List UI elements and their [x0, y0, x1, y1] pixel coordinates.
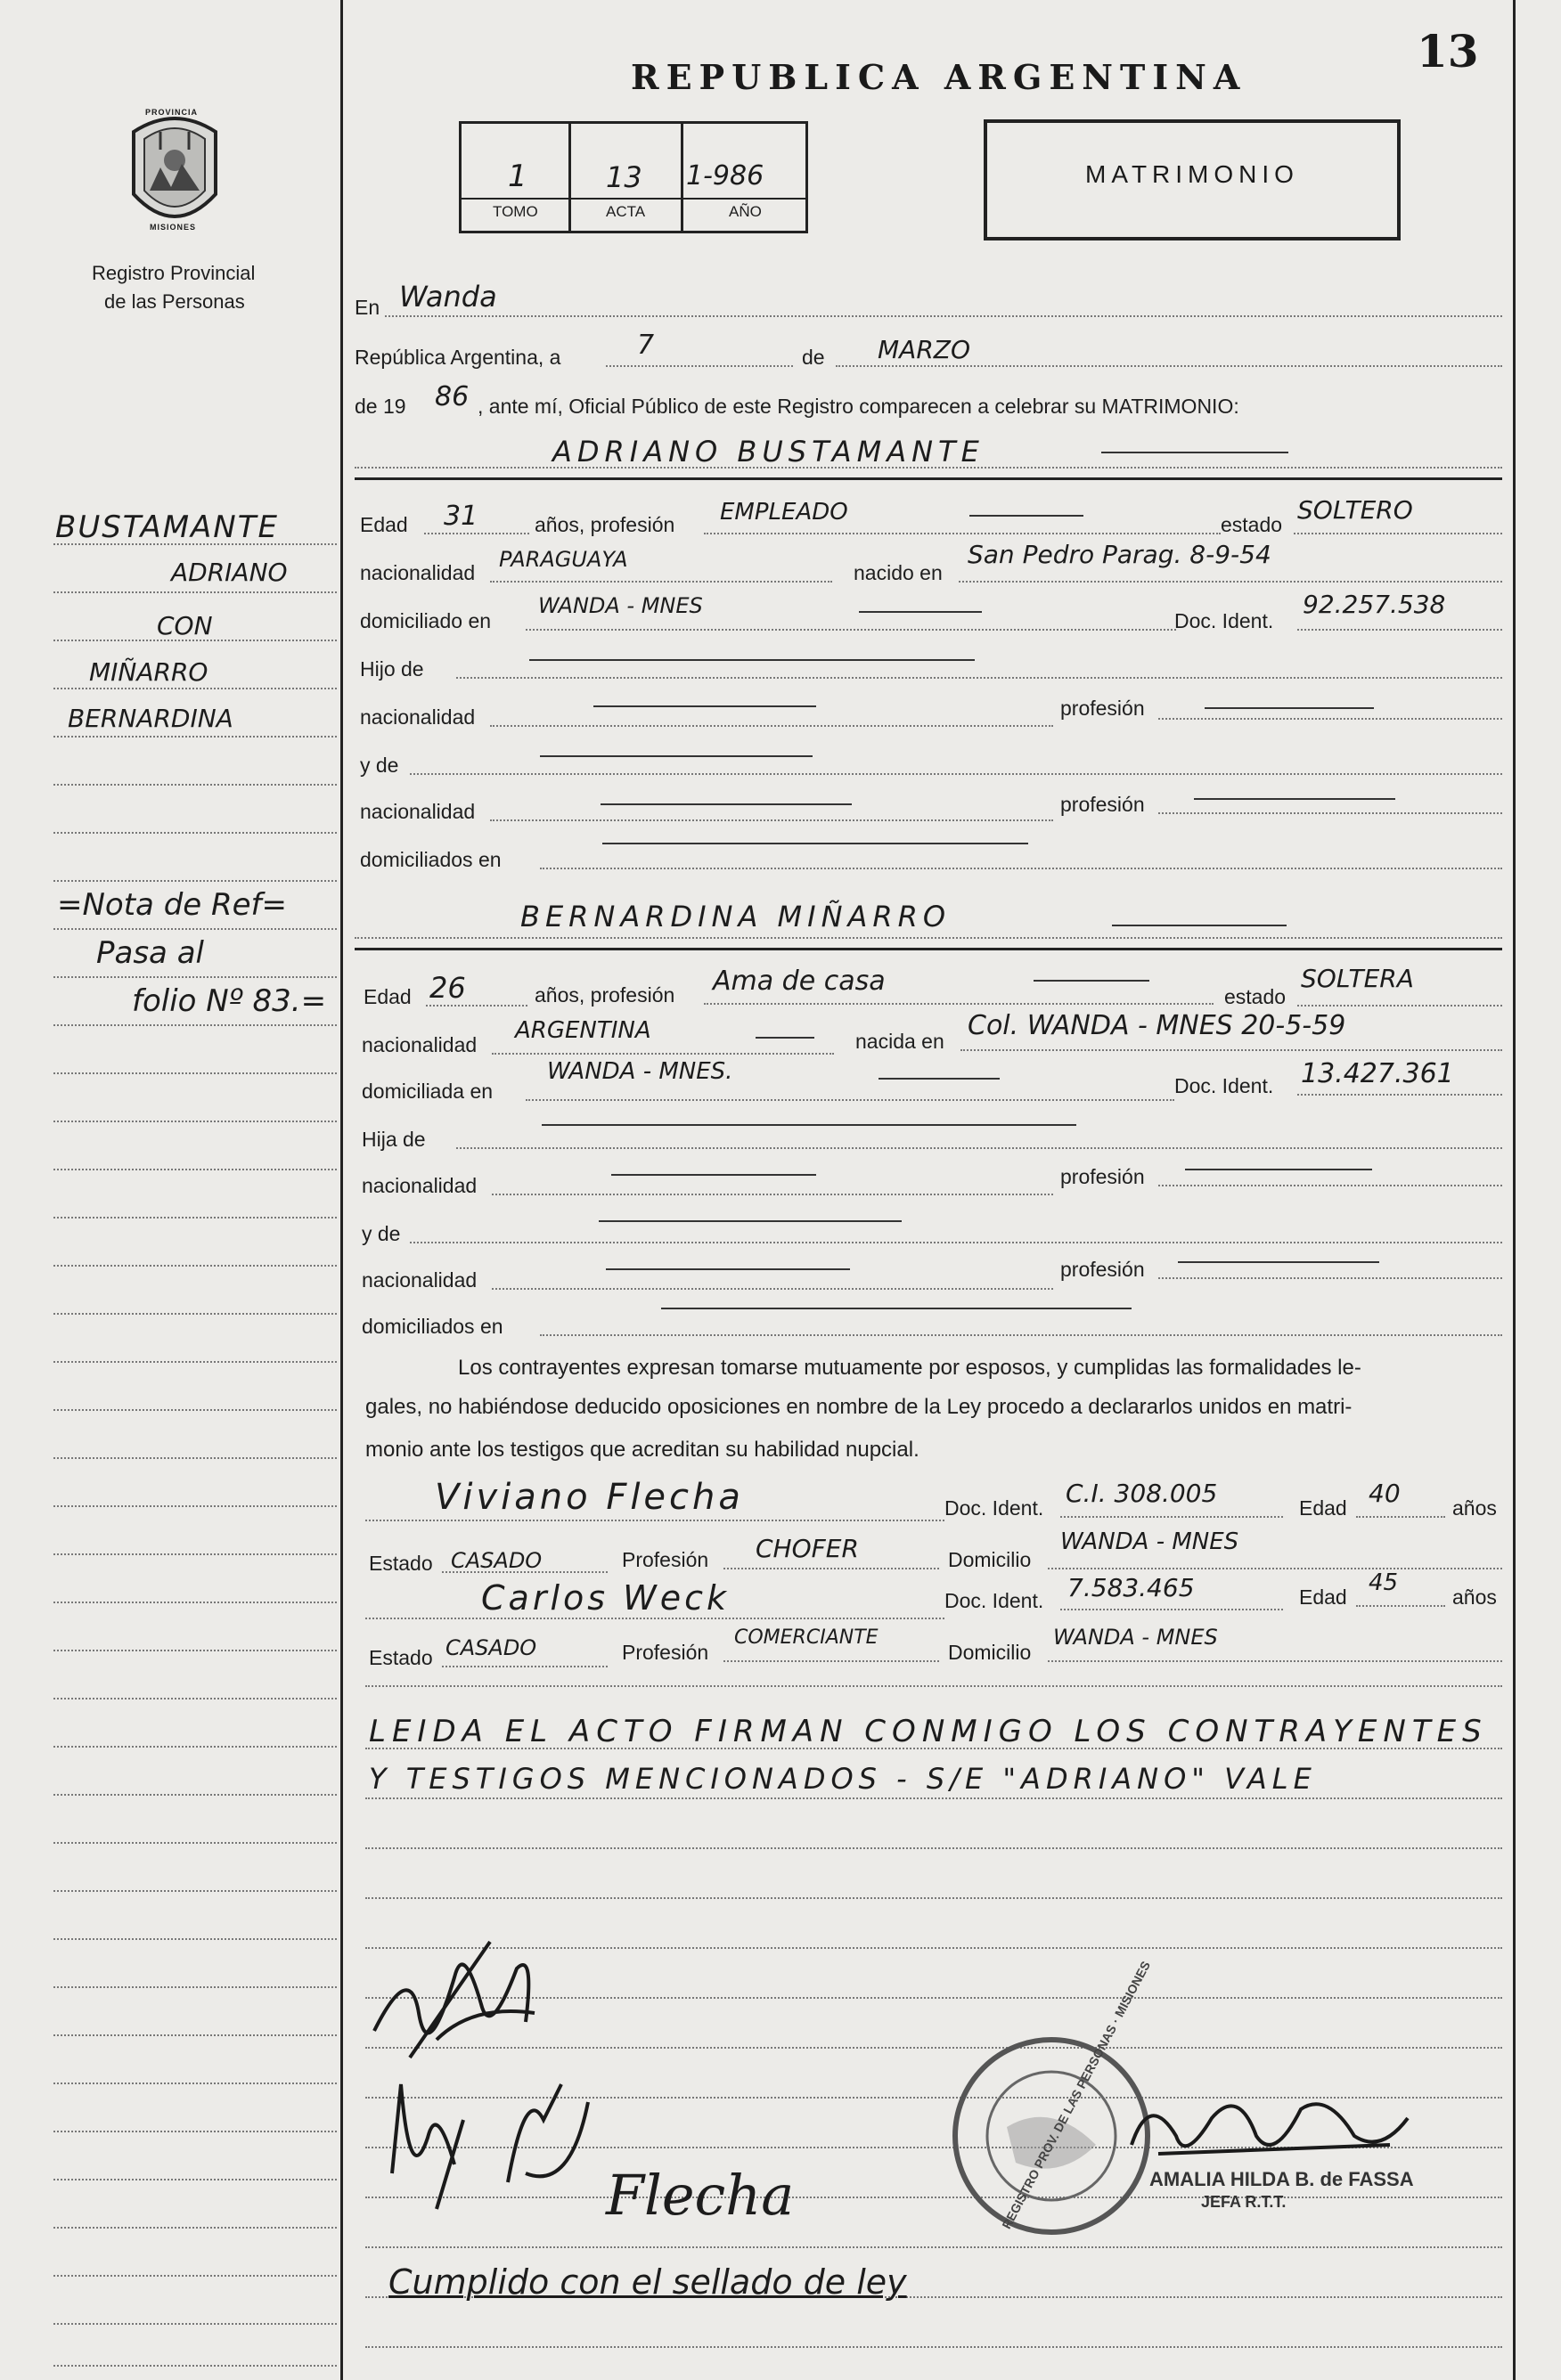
bride-domiciliados-label: domiciliados en [362, 1315, 503, 1338]
groom-edad-label: Edad [360, 513, 408, 536]
margin-divider [340, 0, 343, 2380]
tomo-label: TOMO [493, 203, 538, 220]
month: MARZO [878, 335, 970, 364]
witness-2-profesion-label: Profesión [622, 1641, 709, 1664]
witness-2-name: Carlos Weck [481, 1578, 730, 1618]
witness-1-status: CASADO [451, 1548, 543, 1573]
groom-domicilio-label: domiciliado en [360, 609, 492, 632]
groom-nacionalidad-label: nacionalidad [360, 561, 476, 584]
witness-1-estado-label: Estado [369, 1552, 433, 1575]
groom-profesion-label: profesión [1060, 697, 1145, 720]
margin-note-reference-1: =Nota de Ref= [57, 887, 288, 923]
witness-2-doc: 7.583.465 [1067, 1573, 1195, 1602]
officer-name: AMALIA HILDA B. de FASSA [1149, 2168, 1414, 2190]
bride-doc-label: Doc. Ident. [1174, 1074, 1274, 1097]
record-box-divider-1 [568, 121, 571, 232]
bride-y-de-label: y de [362, 1222, 401, 1245]
declaration-line-2: gales, no habiéndose deducido oposiciones en nombre de la Ley procedo a declararlos unidos en matri- [365, 1395, 1353, 1419]
day: 7 [637, 330, 655, 361]
margin-note-firstname-2: BERNARDINA [68, 704, 233, 733]
groom-domicile: WANDA - MNES [538, 593, 703, 618]
witness-1-doc-label: Doc. Ident. [944, 1496, 1044, 1520]
country-title: REPUBLICA ARGENTINA [631, 57, 1247, 97]
bride-nacionalidad-3-label: nacionalidad [362, 1268, 478, 1292]
year-prefix: de 19 [355, 395, 406, 418]
groom-anos-label: años, profesión [535, 513, 675, 536]
officer-title: JEFA R.T.T. [1201, 2193, 1287, 2211]
republica-label: República Argentina, a [355, 346, 561, 369]
bride-profesion-label: profesión [1060, 1165, 1145, 1188]
record-box-divider-2 [681, 121, 683, 232]
document-type: MATRIMONIO [1085, 160, 1299, 188]
margin-note-con: CON [157, 611, 213, 640]
bride-status: SOLTERA [1301, 964, 1414, 993]
groom-nacido-label: nacido en [854, 561, 943, 584]
ano-value: 1-986 [686, 160, 764, 192]
acta-value: 13 [606, 160, 642, 194]
groom-nacionalidad-2-label: nacionalidad [360, 705, 476, 729]
groom-birth: San Pedro Parag. 8-9-54 [968, 540, 1271, 569]
registry-name-line1: Registro Provincial [92, 262, 256, 284]
witness-1-doc: C.I. 308.005 [1066, 1479, 1218, 1508]
groom-nationality: PARAGUAYA [499, 547, 628, 572]
witness-2-domicilio-label: Domicilio [948, 1641, 1032, 1664]
intro-statement: , ante mí, Oficial Público de este Registro comparecen a celebrar su MATRIMONIO: [478, 395, 1239, 418]
witness-2-estado-label: Estado [369, 1646, 433, 1669]
witness-1-domicilio-label: Domicilio [948, 1548, 1032, 1571]
signature-witness-flecha: Flecha [606, 2163, 795, 2228]
margin-lines [53, 0, 337, 2380]
margin-note-surname: BUSTAMANTE [55, 509, 279, 545]
acta-label: ACTA [606, 203, 646, 220]
closing-line-2: Y TESTIGOS MENCIONADOS - S/E "ADRIANO" VALE [369, 1762, 1317, 1796]
record-box-rule [459, 198, 805, 200]
bride-section-top [355, 948, 1502, 950]
groom-name: ADRIANO BUSTAMANTE [552, 435, 985, 469]
right-border [1513, 0, 1516, 2380]
witness-2-status: CASADO [445, 1635, 537, 1660]
signature-groom [356, 1924, 570, 2089]
bride-domicilio-label: domiciliada en [362, 1080, 494, 1103]
declaration-line-1: Los contrayentes expresan tomarse mutuamente por esposos, y cumplidas las formalidades le- [458, 1356, 1361, 1380]
margin-note-surname-2: MIÑARRO [89, 657, 208, 687]
bride-age: 26 [429, 971, 466, 1005]
bride-profession: Ama de casa [713, 966, 886, 997]
bride-edad-label: Edad [364, 985, 412, 1008]
closing-line-1: LEIDA EL ACTO FIRMAN CONMIGO LOS CONTRAYENTES [369, 1714, 1488, 1749]
de-label: de [802, 346, 825, 369]
tomo-value: 1 [508, 159, 527, 194]
bride-doc: 13.427.361 [1301, 1058, 1454, 1089]
witness-1-profesion-label: Profesión [622, 1548, 709, 1571]
page-number: 13 [1417, 25, 1479, 77]
groom-y-de-label: y de [360, 754, 399, 777]
sellado-note: Cumplido con el sellado de ley [388, 2262, 907, 2302]
bride-estado-label: estado [1224, 985, 1287, 1008]
witness-2-profession: COMERCIANTE [734, 1626, 879, 1649]
place: Wanda [399, 280, 497, 314]
groom-profesion-2-label: profesión [1060, 793, 1145, 816]
registry-name-line2: de las Personas [104, 290, 245, 313]
groom-section-top [355, 477, 1502, 480]
groom-profession: EMPLEADO [720, 499, 848, 526]
witness-1-name: Viviano Flecha [435, 1477, 744, 1518]
witness-2-age: 45 [1369, 1569, 1399, 1596]
ano-label: AÑO [729, 203, 762, 220]
emblem-label-bottom: MISIONES [150, 223, 197, 232]
groom-nacionalidad-3-label: nacionalidad [360, 800, 476, 823]
groom-domiciliados-label: domiciliados en [360, 848, 502, 871]
witness-1-domicile: WANDA - MNES [1060, 1528, 1239, 1555]
witness-2-doc-label: Doc. Ident. [944, 1589, 1044, 1612]
year-suffix: 86 [435, 381, 470, 412]
bride-anos-label: años, profesión [535, 983, 675, 1007]
margin-note-reference-2: Pasa al [96, 935, 204, 971]
witness-1-edad-label: Edad [1299, 1496, 1347, 1520]
groom-hijo-label: Hijo de [360, 657, 424, 681]
witness-1-profession: CHOFER [756, 1534, 859, 1563]
bride-nacionalidad-label: nacionalidad [362, 1033, 478, 1056]
bride-nacida-label: nacida en [855, 1030, 944, 1053]
bride-nacionalidad-2-label: nacionalidad [362, 1174, 478, 1197]
emblem-label-top: PROVINCIA [145, 108, 199, 117]
bride-birth: Col. WANDA - MNES 20-5-59 [968, 1010, 1346, 1041]
bride-domicile: WANDA - MNES. [547, 1058, 733, 1085]
groom-status: SOLTERO [1297, 495, 1413, 525]
stamp-text: REGISTRO PROV. DE LAS PERSONAS · MISIONES [999, 1959, 1154, 2231]
margin-note-reference-3: folio Nº 83.= [132, 983, 327, 1019]
declaration-line-3: monio ante los testigos que acreditan su habilidad nupcial. [365, 1438, 919, 1462]
bride-hija-label: Hija de [362, 1128, 426, 1151]
witness-1-age: 40 [1369, 1479, 1401, 1508]
groom-doc-label: Doc. Ident. [1174, 609, 1274, 632]
bride-profesion-2-label: profesión [1060, 1258, 1145, 1281]
en-label: En [355, 296, 380, 319]
signature-bride [374, 2066, 606, 2222]
witness-2-edad-label: Edad [1299, 1585, 1347, 1609]
groom-age: 31 [444, 501, 478, 532]
groom-doc: 92.257.538 [1303, 590, 1446, 619]
witness-2-domicile: WANDA - MNES [1053, 1625, 1218, 1650]
bride-name: BERNARDINA MIÑARRO [520, 900, 952, 933]
witness-2-anos-label: años [1452, 1585, 1497, 1609]
margin-note-firstname: ADRIANO [171, 558, 288, 587]
witness-1-anos-label: años [1452, 1496, 1497, 1520]
groom-estado-label: estado [1221, 513, 1283, 536]
bride-nationality: ARGENTINA [515, 1017, 651, 1044]
